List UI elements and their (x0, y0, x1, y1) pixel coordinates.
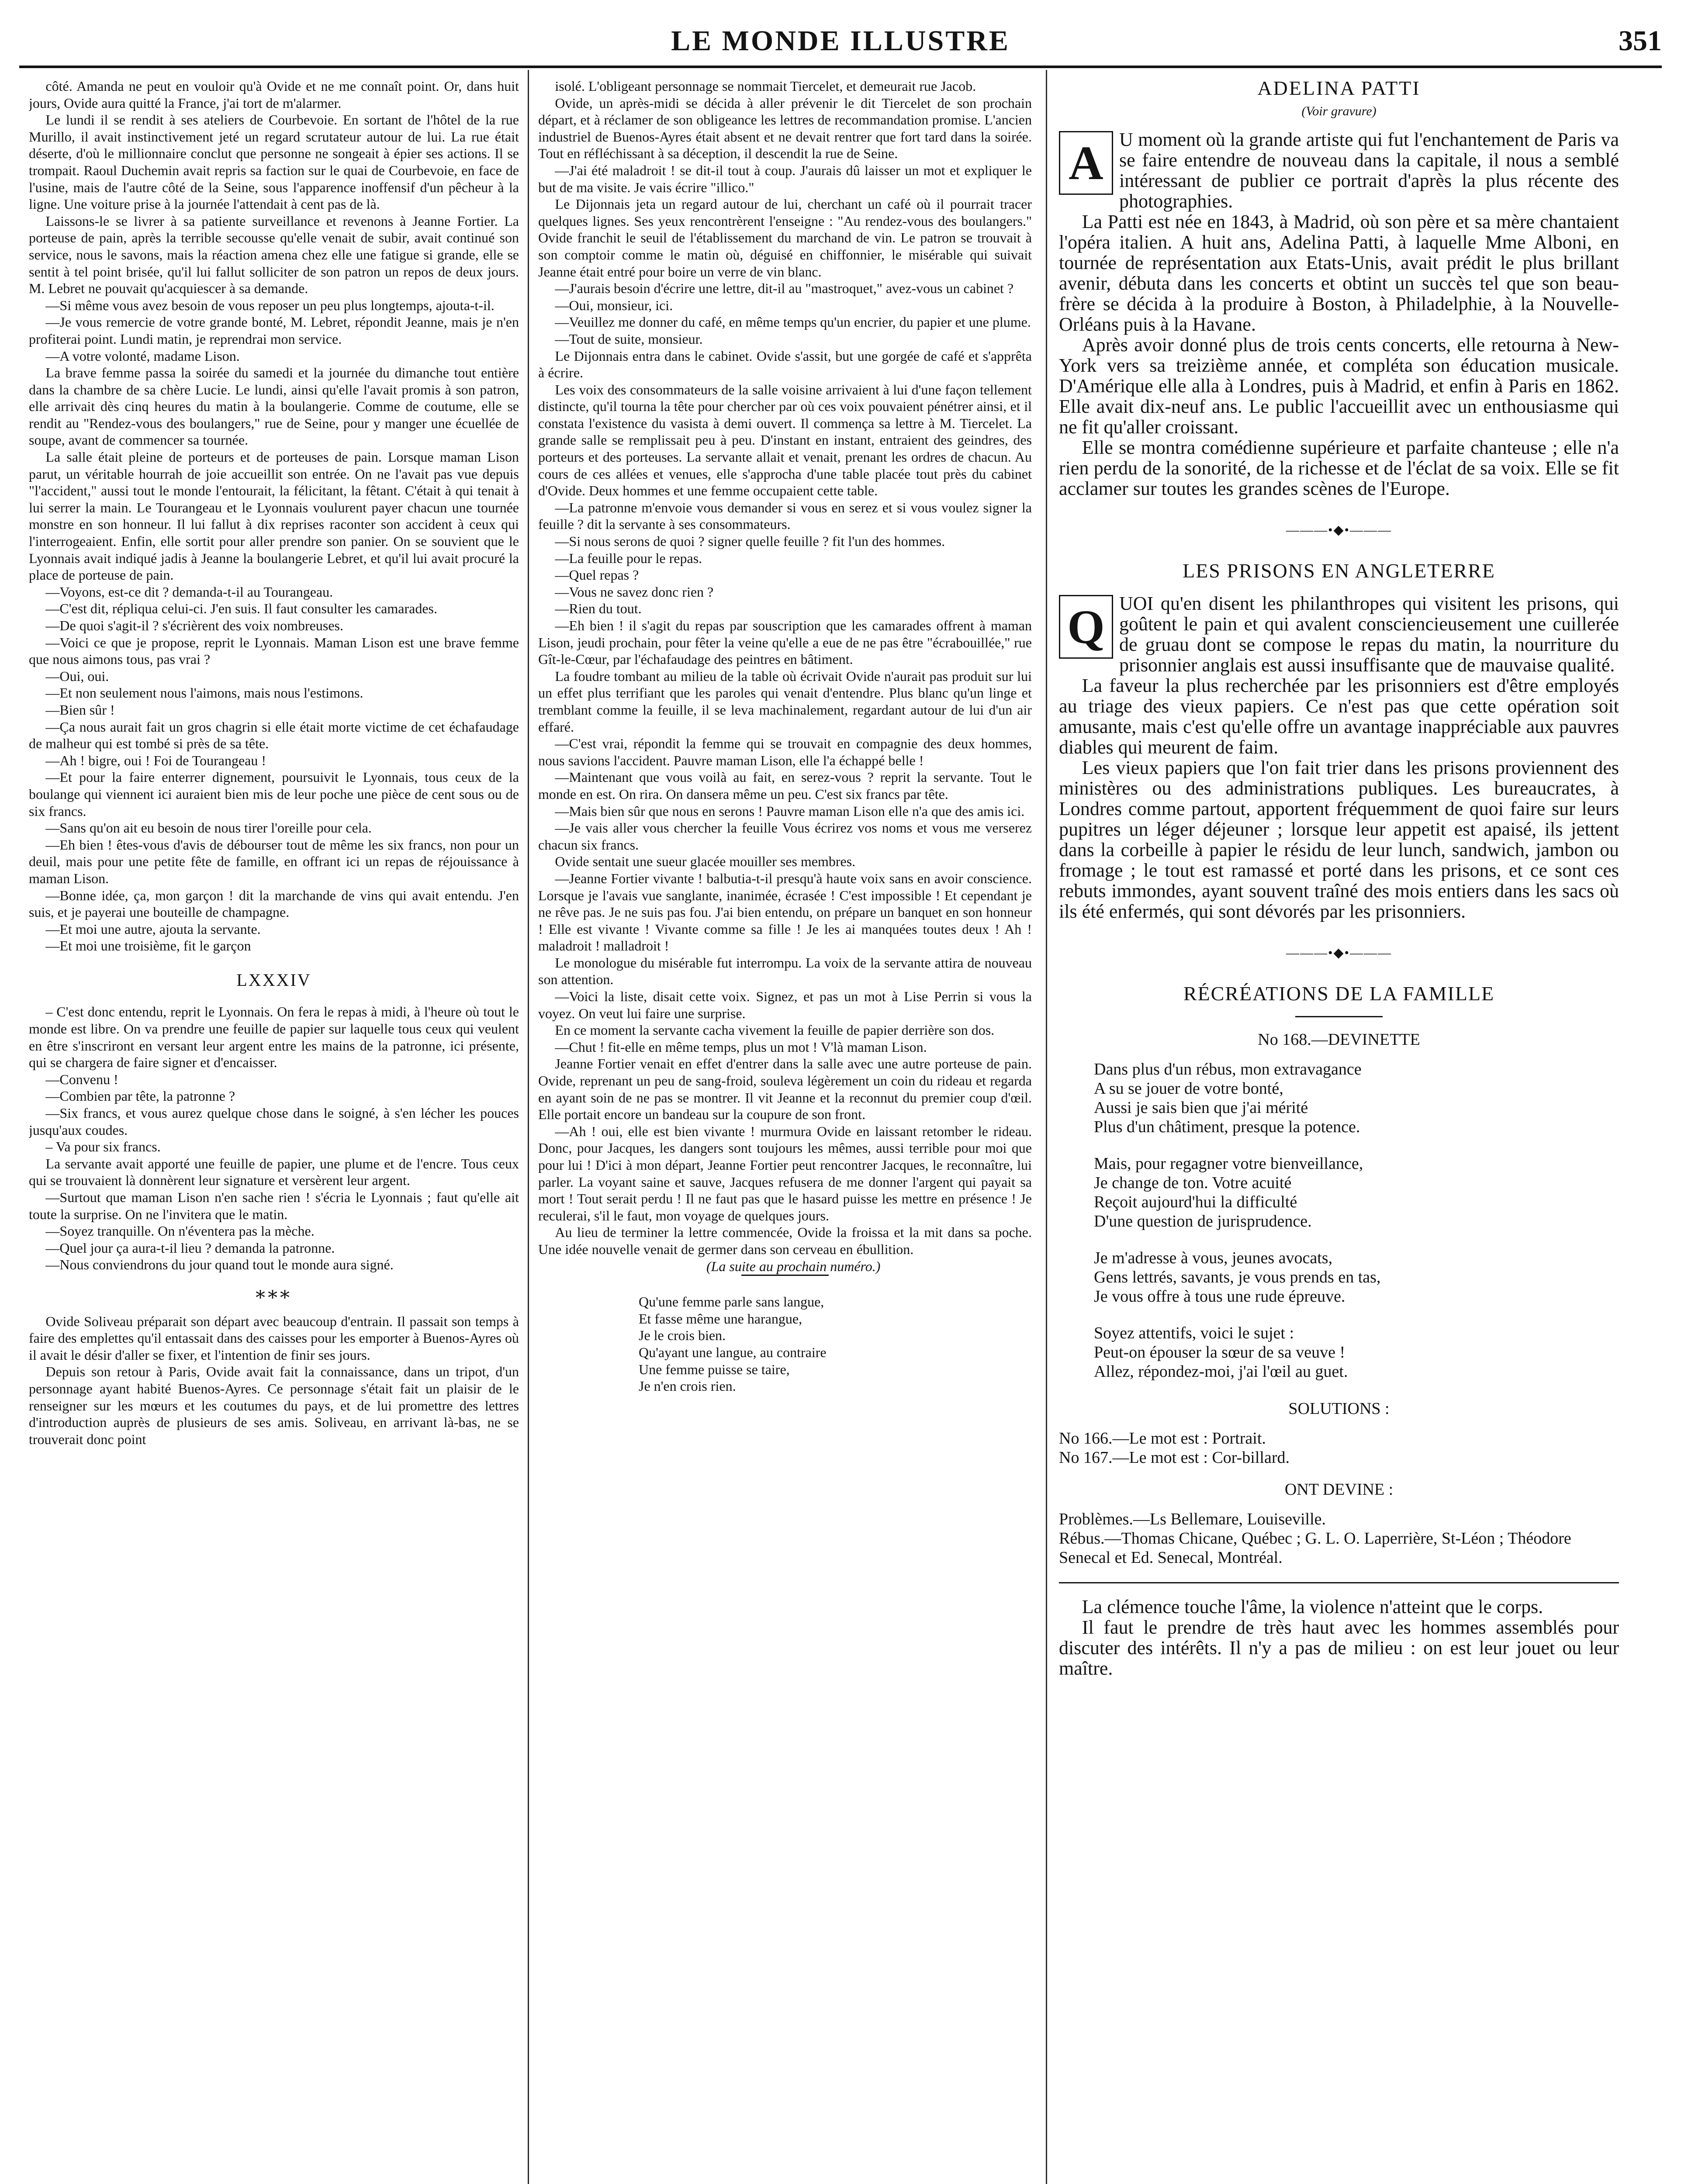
poem-line: A su se jouer de votre bonté, (1094, 1079, 1283, 1098)
paragraph: —Je vais aller vous chercher la feuille Vous écrirez vos noms et vous me verserez chacun six francs. (538, 820, 1032, 853)
paragraph: —De quoi s'agit-il ? s'écrièrent des voix nombreuses. (45, 618, 343, 633)
maxim: Il faut le prendre de très haut avec les hommes assemblés pour discuter des intérêts. Il n'y a pas de milieu : on est leur jouet ou leur maître. (1059, 1617, 1619, 1679)
short-rule (741, 1275, 829, 1276)
solver-entry: Rébus.—Thomas Chicane, Québec ; G. L. O. Laperrière, St-Léon ; Théodore Senecal et Ed. Senecal, Montréal. (1059, 1529, 1571, 1567)
poem-line: Je m'adresse à vous, jeunes avocats, (1094, 1249, 1333, 1267)
paragraph: En ce moment la servante cacha vivement la feuille de papier derrière son dos. (555, 1022, 995, 1038)
paragraph: Le Dijonnais entra dans le cabinet. Ovide s'assit, but une gorgée de café et s'apprêta à écrire. (538, 348, 1032, 381)
paragraph: —J'ai été maladroit ! se dit-il tout à coup. J'aurais dû laisser un mot et expliquer le but de ma visite. Je vais écrire "illico." (538, 162, 1032, 195)
paragraph: —Soyez tranquille. On n'éventera pas la mèche. (45, 1223, 315, 1239)
recreations-heading: RÉCRÉATIONS DE LA FAMILLE (1183, 982, 1495, 1005)
paragraph: —Quel repas ? (555, 567, 639, 583)
paragraph: Le Dijonnais jeta un regard autour de lui, cherchant un café où il pourrait tracer quelques lignes. Ses yeux rencontrèrent l'enseigne : "Au rendez-vous des boulangers." Ovide franchit le seuil de l'établissement du marchand de vin. Le patron se trouvait à son comptoir comme le matin où, déguisé en chiffonnier, le misérable qui suivait Jeanne était entré pour boire un verre de vin blanc. (538, 196, 1032, 280)
paragraph: —La patronne m'envoie vous demander si vous en serez et si vous voulez signer la feuille ? dit la servante à ses consommateurs. (538, 499, 1032, 532)
paragraph: Jeanne Fortier venait en effet d'entrer dans la salle avec une autre porteuse de pain. Ovide, reprenant un peu de sang-froid, souleva légèrement un coin du rideau et regarda en ayant soin de ne pas se montrer. Il vit Jeanne et la reconnut du premier coup d'œil. Elle portait encore un bandeau sur la coupure de son front. (538, 1056, 1032, 1123)
solutions-list (1059, 1429, 1619, 1467)
stanza (1094, 1324, 1619, 1381)
paragraph: Les vieux papiers que l'on fait trier dans les prisons proviennent des ministères ou des administrations publiques. Les bureaucrates, à Londres comme partout, apportent fréquemment de quoi faire sur leurs pupitres un léger déjeuner ; lorsque leur appetit est apaisé, ils jettent dans la corbeille à papier le résidu de leur lunch, sandwich, jambon ou fromage ; le tout est ramassé et porté dans les prisons, et ce sont ces rebuts immondes, ayant souvent traîné des mois entiers dans les sacs où ils été enfermés, qui sont dévorés par les prisonniers. (1059, 757, 1619, 922)
poem-line: Et fasse même une harangue, (639, 1310, 802, 1327)
paragraph: —Voici ce que je propose, reprit le Lyonnais. Maman Lison est une brave femme que nous aimons tous, pas vrai ? (29, 634, 519, 667)
paragraph: —Veuillez me donner du café, en même temps qu'un encrier, du papier et une plume. (555, 314, 1031, 330)
poem-line: Une femme puisse se taire, (639, 1361, 790, 1377)
maxim: La clémence touche l'âme, la violence n'atteint que le corps. (1082, 1596, 1543, 1617)
paragraph: Ovide, un après-midi se décida à aller prévenir le dit Tiercelet de son prochain départ, et à réclamer de son obligeance les lettres de recommandation promise. L'ancien industriel de Buenos-Ayres était absent et ne devait rentrer que fort tard dans la soirée. Tout en réfléchissant à sa déception, il descendit la rue de Seine. (538, 95, 1032, 162)
paragraph: —Maintenant que vous voilà au fait, en serez-vous ? reprit la servante. Tout le monde en est. On rira. On dansera même un peu. C'est six francs par tête. (538, 769, 1032, 802)
recreations-rule (1295, 1016, 1383, 1017)
poem-line: Je n'en crois rien. (639, 1378, 736, 1394)
dropcap-q: Q (1059, 595, 1113, 659)
ont-devine-heading: ONT DEVINE : (1284, 1480, 1394, 1499)
column-1 (29, 78, 519, 2184)
paragraph: La faveur la plus recherchée par les prisonniers est d'être employés au triage des vieux papiers. Ce n'est pas que cette opération soit amusante, mais c'est qu'elle offre un avantage inappréciable aux pauvres diables qui meurent de faim. (1059, 675, 1619, 758)
poem-line: Qu'ayant une langue, au contraire (639, 1344, 827, 1360)
ont-devine-list (1059, 1510, 1619, 1567)
prisons-article (1059, 675, 1619, 922)
column-2 (538, 78, 1032, 2184)
serial-text-part-2 (29, 1313, 519, 1448)
paragraph: —La feuille pour le repas. (555, 550, 702, 566)
devinette-label: No 168.—DEVINETTE (1258, 1030, 1420, 1049)
paragraph: —Ah ! oui, elle est bien vivante ! murmura Ovide en laissant retomber le rideau. Donc, pour Jacques, les dangers sont toujours les mêmes, aussi terrible pour moi que pour lui ! D'ici à mon départ, Jeanne Fortier peut rencontrer Jacques, le reconnaître, lui parler. La voyant saine et sauve, Jacques refusera de me donner l'argent qui payait sa mort ! Tout serait perdu ! Il ne faut pas que le hasard puisse les mettre en présence ! Je reculerai, s'il le faut, mon voyage de quelques jours. (538, 1123, 1032, 1223)
paragraph: —Voyons, est-ce dit ? demanda-t-il au Tourangeau. (45, 584, 333, 600)
poem-line: Mais, pour regagner votre bienveillance, (1094, 1154, 1363, 1173)
paragraph: – C'est donc entendu, reprit le Lyonnais. On fera le repas à midi, à l'heure où tout le monde est libre. On va prendre une feuille de papier sur laquelle tous ceux qui veulent en être s'inscriront en versant leur argent entre les mains de la patronne, ici présente, qui se chargera de faire signer et d'encaisser. (29, 1004, 519, 1071)
prisons-first-paragraph: UOI qu'en disent les philanthropes qui visitent les prisons, qui goûtent le pain et qui avalent consciencieusement une cuillerée de gruau dont se compose le repas du matin, la nourriture du prisonnier anglais est aussi insuffisante que de mauvaise qualité. (1119, 593, 1619, 676)
chapter-text (29, 1003, 519, 1273)
paragraph: Le lundi il se rendit à ses ateliers de Courbevoie. En sortant de l'hôtel de la rue Murillo, il avait instinctivement jeté un regard scrutateur autour de lui. La rue était déserte, d'où le millionnaire conclut que personne ne songeait à épier ses actions. Il se trompait. Raoul Duchemin avait repris sa faction sur le quai de Courbevoie, en face de l'usine, mais de l'autre côté de la Seine, sous l'apparence inoffensif d'un pêcheur à la ligne. Une voiture prise à la journée l'attendait à cent pas de là. (29, 112, 519, 212)
paragraph: —Voici la liste, disait cette voix. Signez, et pas un mot à Lise Perrin si vous la voyez. On veut lui faire une surprise. (538, 988, 1032, 1021)
poem-line: Allez, répondez-moi, j'ai l'œil au guet. (1094, 1362, 1348, 1381)
solution-entry: No 166.—Le mot est : Portrait. (1059, 1429, 1266, 1448)
paragraph: —Si nous serons de quoi ? signer quelle feuille ? fit l'un des hommes. (555, 533, 945, 549)
paragraph: —Oui, monsieur, ici. (555, 297, 673, 313)
paragraph: —J'aurais besoin d'écrire une lettre, dit-il au "mastroquet," avez-vous un cabinet ? (555, 280, 1014, 297)
prisons-heading: LES PRISONS EN ANGLETERRE (1183, 560, 1495, 582)
masthead (19, 21, 1662, 65)
paragraph: —Mais bien sûr que nous en serons ! Pauvre maman Lison elle n'a que des amis ici. (555, 803, 1025, 819)
paragraph: —Sans qu'on ait eu besoin de nous tirer l'oreille pour cela. (45, 820, 372, 836)
stanza (1094, 1060, 1619, 1137)
column-divider-2 (1046, 70, 1047, 2184)
paragraph: —Ah ! bigre, oui ! Foi de Tourangeau ! (45, 752, 266, 768)
stanza (1094, 1248, 1619, 1306)
paragraph: Les voix des consommateurs de la salle voisine arrivaient à lui d'une façon tellement distincte, qu'il tourna la tête pour chercher par où ces voix pouvaient pénétrer ainsi, et il constata l'existence du vasista à demi ouvert. Il commença sa lettre à M. Tiercelet. La grande salle se remplissait peu à peu. D'instant en instant, entraient des geindres, des porteurs et des porteuses. La servante allait et venait, prenant les ordres de chacun. Au cours de ces allées et venues, elle s'approcha d'une table placée tout près du cabinet d'Ovide. Deux hommes et une femme occupaient cette table. (538, 381, 1032, 499)
ornament-divider-1: ———•◆•——— (1286, 523, 1392, 537)
paragraph: —Oui, oui. (45, 668, 109, 684)
paragraph: Au lieu de terminer la lettre commencée, Ovide la froissa et la mit dans sa poche. Une idée nouvelle venait de germer dans son cerveau en ébullition. (538, 1224, 1032, 1257)
paragraph: —Chut ! fit-elle en même temps, plus un mot ! V'là maman Lison. (555, 1039, 927, 1055)
paragraph: —Et non seulement nous l'aimons, mais nous l'estimons. (45, 685, 363, 701)
devinette-poem (1059, 1060, 1619, 1381)
poem-line: Qu'une femme parle sans langue, (639, 1294, 824, 1310)
paragraph: —Et moi une autre, ajouta la servante. (45, 921, 261, 937)
column-divider-1 (528, 70, 529, 2184)
paragraph: Laissons-le se livrer à sa patiente surveillance et revenons à Jeanne Fortier. La porteuse de pain, après la terrible secousse qu'elle venait de subir, avait continué son service, nous le savons, mais la réaction amena chez elle une fatigue si grande, elle se sentit à tel point brisée, qu'il lui fallut solliciter de son patron un repos de deux jours. M. Lebret ne pouvait qu'acquiescer à sa demande. (29, 213, 519, 297)
poem-line: Je le crois bien. (639, 1327, 726, 1344)
section-stars: ⁎⁎⁎ (256, 1281, 292, 1303)
newspaper-title: LE MONDE ILLUSTRE (671, 25, 1010, 57)
paragraph: —Nous conviendrons du jour quand tout le monde aura signé. (45, 1257, 394, 1273)
paragraph: Depuis son retour à Paris, Ovide avait fait la connaissance, dans un tripot, d'un personnage ayant habité Buenos-Ayres. Ce personnage s'était fait un plaisir de le renseigner sur les mœurs et les coutumes du pays, et de lui promettre des lettres d'introduction auprès de plusieurs de ses amis. Soliveau, en arrivant là-bas, ne se trouverait donc point (29, 1364, 519, 1447)
dropcap-a: A (1059, 131, 1113, 195)
to-be-continued: (La suite au prochain numéro.) (706, 1258, 881, 1274)
paragraph: —Eh bien ! il s'agit du repas par souscription que les camarades offrent à maman Lison, jeudi prochain, pour fêter la veine qu'elle a eue de ne pas être "écrabouillée," rue Gît-le-Cœur, par l'échafaudage des peintres en bâtiment. (538, 618, 1032, 667)
poem-line: Aussi je sais bien que j'ai mérité (1094, 1099, 1308, 1117)
paragraph: —Surtout que maman Lison n'en sache rien ! s'écria le Lyonnais ; faut qu'elle ait toute la surprise. On ne l'invitera que le matin. (29, 1189, 519, 1222)
maxims-rule (1059, 1582, 1619, 1583)
paragraph: —Six francs, et vous aurez quelque chose dans le soigné, à s'en lécher les pouces jusqu'aux coudes. (29, 1105, 519, 1138)
paragraph: —Ça nous aurait fait un gros chagrin si elle était morte victime de cet échafaudage de malheur qui est tombé si près de sa tête. (29, 719, 519, 752)
paragraph: Ovide Soliveau préparait son départ avec beaucoup d'entrain. Il passait son temps à faire des emplettes qu'il entassait dans des caisses pour les emporter à Buenos-Ayres où il avait le désir d'aller se fixer, et l'intention de finir ses jours. (29, 1313, 519, 1363)
serial-text-part-1 (29, 78, 519, 954)
poem-line: Reçoit aujourd'hui la difficulté (1094, 1193, 1297, 1211)
poem-line: Je vous offre à tous une rude épreuve. (1094, 1287, 1345, 1306)
paragraph: isolé. L'obligeant personnage se nommait Tiercelet, et demeurait rue Jacob. (555, 78, 976, 94)
paragraph: —Rien du tout. (555, 601, 642, 617)
poem-line: Soyez attentifs, voici le sujet : (1094, 1324, 1294, 1342)
paragraph: côté. Amanda ne peut en vouloir qu'à Ovide et ne me connaît point. Or, dans huit jours, Ovide aura quitté la France, j'ai tort de m'alarmer. (29, 78, 519, 111)
paragraph: —Eh bien ! êtes-vous d'avis de débourser tout de même les six francs, non pour un deuil, mais pour une petite fête de famille, en offrant ici un repas de réjouissance à maman Lison. (29, 836, 519, 886)
paragraph: —Et moi une troisième, fit le garçon (45, 938, 251, 954)
prisons-intro (1059, 593, 1619, 675)
stanza (1094, 1154, 1619, 1231)
paragraph: Après avoir donné plus de trois cents concerts, elle retourna à New-York vers sa treizième année, et compléta son éducation musicale. D'Amérique elle alla à Londres, puis à Madrid, et enfin à Paris en 1862. Elle avait dix-neuf ans. Le public l'accueillit avec un enthousiasme qui ne fit qu'aller croissant. (1059, 334, 1619, 438)
column-3 (1059, 78, 1619, 2184)
poem-line: D'une question de jurisprudence. (1094, 1212, 1312, 1230)
paragraph: —Convenu ! (45, 1071, 118, 1087)
paragraph: —C'est dit, répliqua celui-ci. J'en suis. Il faut consulter les camarades. (45, 601, 437, 617)
short-poem (538, 1293, 1032, 1395)
poem-line: Gens lettrés, savants, je vous prends en tas, (1094, 1268, 1381, 1286)
maxims (1059, 1597, 1619, 1679)
solution-entry: No 167.—Le mot est : Cor-billard. (1059, 1448, 1290, 1467)
paragraph: —C'est vrai, répondit la femme qui se trouvait en compagnie des deux hommes, nous savions l'accident. Pauvre maman Lison, elle l'a échappé belle ! (538, 736, 1032, 768)
paragraph: —Quel jour ça aura-t-il lieu ? demanda la patronne. (45, 1240, 335, 1256)
paragraph: – Va pour six francs. (45, 1139, 161, 1155)
poem-line: Dans plus d'un rébus, mon extravagance (1094, 1060, 1362, 1078)
patti-intro (1059, 129, 1619, 211)
chapter-heading: LXXXIV (236, 970, 311, 990)
paragraph: La salle était pleine de porteurs et de porteuses de pain. Lorsque maman Lison parut, un véritable hourrah de joie accueillit son entrée. On ne l'avait pas vue depuis "l'accident," aussi tout le monde l'entourait, la félicitant, la fêtant. C'était à qui tenait à lui serrer la main. Le Tourangeau et le Lyonnais voulurent payer chacun une tournée monstre en son honneur. Il lui fallut à dix reprises raconter son accident à ceux qui l'interrogeaient. Enfin, elle sortit pour aller prendre son panier. On se souvient que le Lyonnais avait indiqué jadis à Jeanne la boulangerie Lebret, et qu'il lui avait procuré la place de porteuse de pain. (29, 449, 519, 583)
poem-line: Plus d'un châtiment, presque la potence. (1094, 1118, 1360, 1136)
solver-entry: Problèmes.—Ls Bellemare, Louiseville. (1059, 1510, 1326, 1528)
paragraph: La Patti est née en 1843, à Madrid, où son père et sa mère chantaient l'opéra italien. A huit ans, Adelina Patti, à laquelle Mme Alboni, en tournée de représentation aux Etats-Unis, avait prédit le plus brillant avenir, débuta dans les concerts et obtint un succès tel que son beau-frère se décida à la produire à Boston, à Philadelphie, à la Nouvelle-Orléans puis à la Havane. (1059, 211, 1619, 335)
paragraph: —Tout de suite, monsieur. (555, 331, 703, 347)
page-number: 351 (1619, 25, 1662, 57)
ornament-divider-2: ———•◆•——— (1286, 946, 1392, 960)
paragraph: —Vous ne savez donc rien ? (555, 584, 714, 600)
patti-first-paragraph: U moment où la grande artiste qui fut l'enchantement de Paris va se faire entendre de nouveau dans la capitale, il nous a semblé intéressant de publier ce portrait d'après la plus récente des photographies. (1119, 129, 1619, 212)
masthead-rule (19, 66, 1662, 68)
patti-article (1059, 211, 1619, 499)
poem-line: Je change de ton. Votre acuité (1094, 1174, 1292, 1192)
patti-subheading: (Voir gravure) (1301, 104, 1377, 118)
paragraph: —Si même vous avez besoin de vous reposer un peu plus longtemps, ajouta-t-il. (45, 297, 495, 313)
patti-heading: ADELINA PATTI (1257, 78, 1421, 99)
paragraph: —Jeanne Fortier vivante ! balbutia-t-il presqu'à haute voix sans en avoir conscience. Lorsque je l'avais vue sanglante, inanimée, écrasée ! C'est impossible ! Et cependant je ne rêve pas. Je ne suis pas fou. J'ai bien entendu, on prépare un banquet en son honneur ! Elle est vivante ! Vivante comme sa fille ! Je les ai manquées toutes deux ! Ah ! maladroit ! malladroit ! (538, 870, 1032, 954)
serial-text-continued (538, 78, 1032, 1258)
paragraph: Ovide sentait une sueur glacée mouiller ses membres. (555, 854, 856, 870)
solutions-heading: SOLUTIONS : (1288, 1400, 1390, 1418)
paragraph: —Bien sûr ! (45, 702, 115, 718)
paragraph: —Je vous remercie de votre grande bonté, M. Lebret, répondit Jeanne, mais je n'en profiterai point. Lundi matin, je reprendrai mon service. (29, 314, 519, 347)
paragraph: —Bonne idée, ça, mon garçon ! dit la marchande de vins qui avait entendu. J'en suis, et je payerai une bouteille de champagne. (29, 887, 519, 920)
paragraph: Le monologue du misérable fut interrompu. La voix de la servante attira de nouveau son attention. (538, 954, 1032, 988)
poem-line: Peut-on épouser la sœur de sa veuve ! (1094, 1343, 1345, 1362)
paragraph: La servante avait apporté une feuille de papier, une plume et de l'encre. Tous ceux qui se trouvaient là donnèrent leur signature et versèrent leur argent. (29, 1155, 519, 1189)
paragraph: —A votre volonté, madame Lison. (45, 348, 240, 364)
paragraph: Elle se montra comédienne supérieure et parfaite chanteuse ; elle n'a rien perdu de la sonorité, de la richesse et de l'éclat de sa voix. Elle se fit acclamer sur toutes les grandes scènes de l'Europe. (1059, 437, 1619, 499)
paragraph: —Combien par tête, la patronne ? (45, 1088, 235, 1104)
paragraph: La brave femme passa la soirée du samedi et la journée du dimanche tout entière dans la chambre de sa chère Lucie. Le lundi, ainsi qu'elle l'avait promis à son patron, elle arrivait dès cinq heures du matin à la boulangerie. Comme de coutume, elle se rendit au "Rendez-vous des boulangers," rue de Seine, pour y manger une écuellée de soupe, avant de commencer sa tournée. (29, 365, 519, 448)
paragraph: —Et pour la faire enterrer dignement, poursuivit le Lyonnais, tous ceux de la boulange qui viennent ici auraient bien mis de leur poche une pièce de cent sous ou de six francs. (29, 769, 519, 819)
paragraph: La foudre tombant au milieu de la table où écrivait Ovide n'aurait pas produit sur lui un effet plus terrifiant que les paroles qui venait d'entendre. Plus blanc qu'un linge et tremblant comme la feuille, il se leva machinalement, regardant autour de lui d'un air effaré. (538, 668, 1032, 735)
